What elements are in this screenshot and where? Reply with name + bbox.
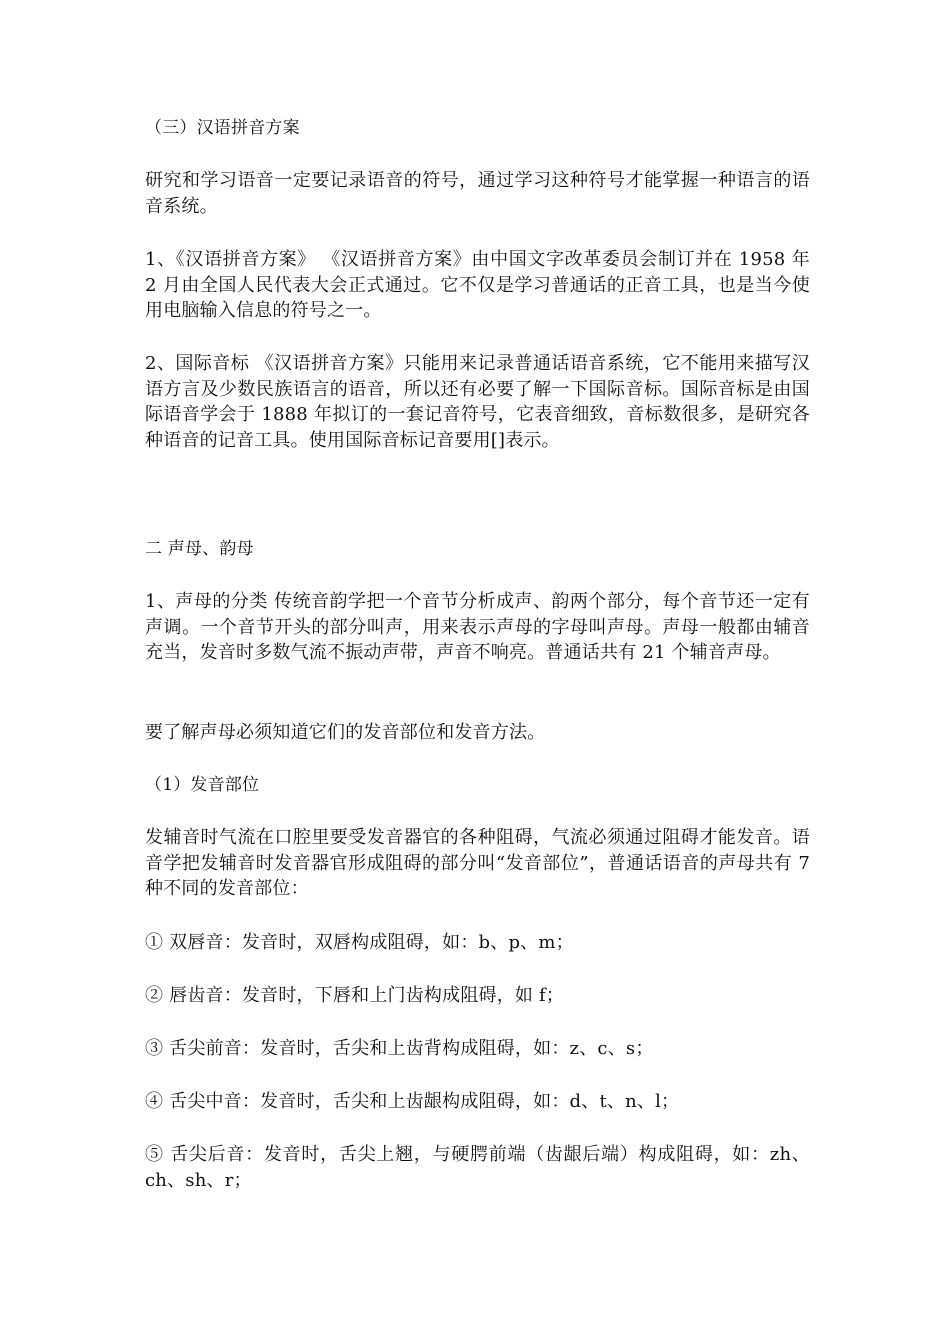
place-item-bilabial: ① 双唇音：发音时，双唇构成阻碍，如：b、p、m； [145, 932, 574, 953]
place-item-alveolar: ④ 舌尖中音：发音时，舌尖和上齿龈构成阻碍，如：d、t、n、l； [145, 1091, 680, 1112]
place-item-dental: ③ 舌尖前音：发音时，舌尖和上齿背构成阻碍，如：z、c、s； [145, 1038, 654, 1059]
subsection-1-title: （1）发音部位 [145, 775, 260, 795]
place-item-labiodental: ② 唇齿音：发音时，下唇和上门齿构成阻碍，如 f； [145, 985, 565, 1006]
place-item-retroflex: ⑤ 舌尖后音：发音时，舌尖上翘，与硬腭前端（齿龈后端）构成阻碍，如：zh、ch、sh、r； [145, 1144, 810, 1191]
intro-paragraph: 研究和学习语音一定要记录语音的符号，通过学习这种符号才能掌握一种语言的语音系统。 [145, 170, 810, 217]
shengmu-classification-paragraph: 1、声母的分类 传统音韵学把一个音节分析成声、韵两个部分，每个音节还一定有声调。一个音节开头的部分叫声，用来表示声母的字母叫声母。声母一般都由辅音充当，发音时多数气流不振动声带，声音不响亮。普通话共有 21 个辅音声母。 [145, 591, 810, 663]
section-2-title: 二 声母、韵母 [145, 539, 254, 559]
ipa-paragraph: 2、国际音标 《汉语拼音方案》只能用来记录普通话语音系统，它不能用来描写汉语方言及少数民族语言的语音，所以还有必要了解一下国际音标。国际音标是由国际语音学会于 1888 年拟订的一套记音符号，它表音细致，音标数很多，是研究各种语音的记音工具。使用国际音标记音要用[]表示。 [145, 353, 810, 451]
section-3-title: （三）汉语拼音方案 [145, 118, 300, 138]
place-of-articulation-intro: 发辅音时气流在口腔里要受发音器官的各种阻碍，气流必须通过阻碍才能发音。语音学把发辅音时发音器官形成阻碍的部分叫“发音部位”，普通话语音的声母共有 7 种不同的发音部位： [145, 827, 816, 899]
need-to-know-paragraph: 要了解声母必须知道它们的发音部位和发音方法。 [145, 722, 546, 743]
pinyin-scheme-paragraph: 1、《汉语拼音方案》 《汉语拼音方案》由中国文字改革委员会制订并在 1958 年 2 月由全国人民代表大会正式通过。它不仅是学习普通话的正音工具，也是当今使用电脑输入信息的符号之一。 [145, 249, 816, 321]
